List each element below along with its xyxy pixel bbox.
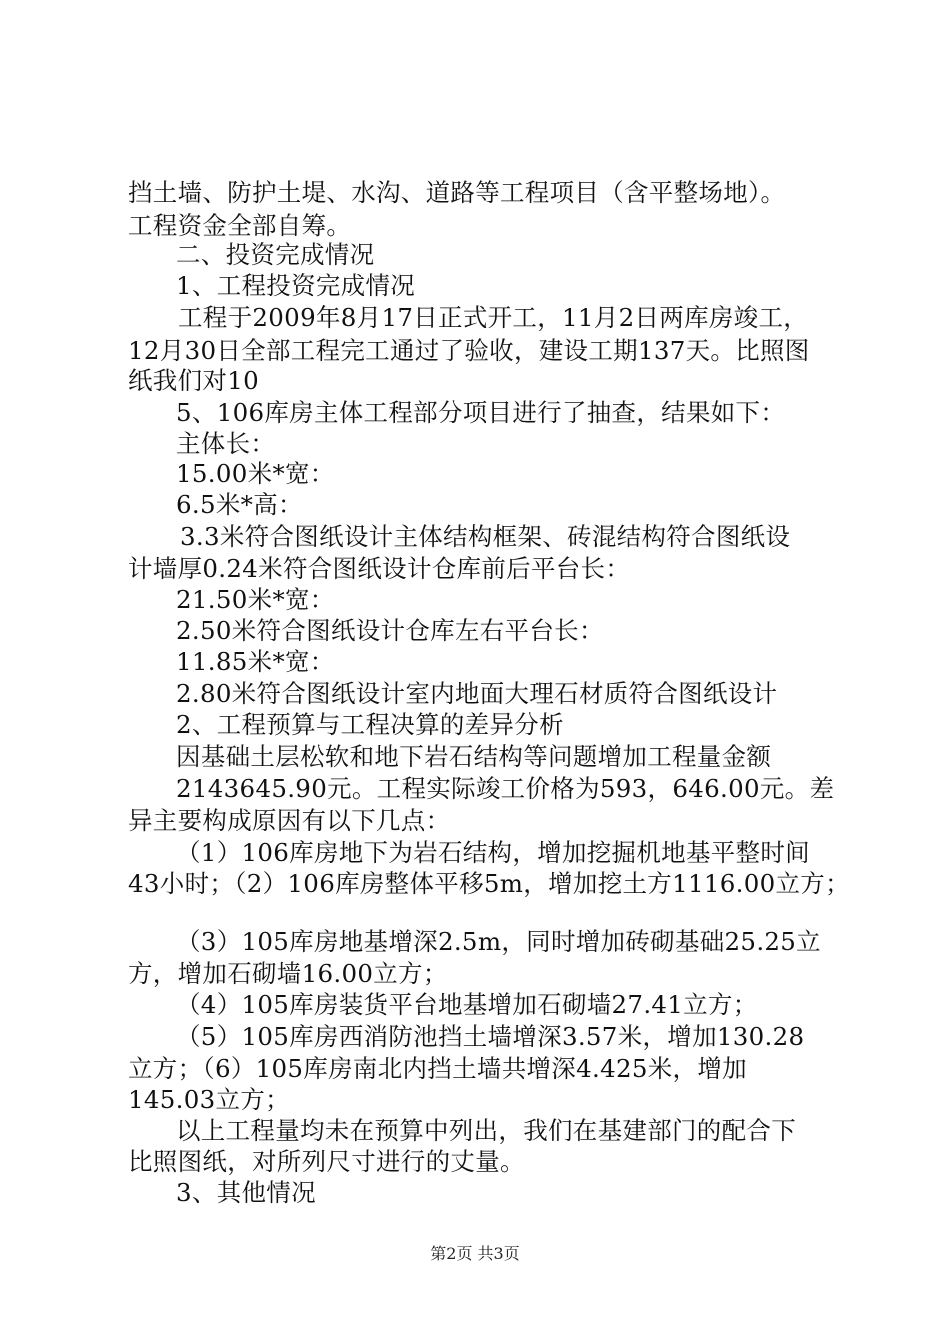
text-line-10: 15.00米*宽： — [176, 459, 335, 488]
text-line-9: 主体长： — [176, 429, 276, 458]
text-line-12: 3.3米符合图纸设计主体结构框架、砖混结构符合图纸设 — [180, 522, 791, 551]
text-line-30: 以上工程量均未在预算中列出，我们在基建部门的配合下 — [176, 1116, 796, 1145]
text-line-7: 纸我们对10 — [128, 366, 259, 395]
text-line-28: 立方；（6）105库房南北内挡土墙共增深4.425米，增加 — [128, 1054, 747, 1083]
text-line-6: 12月30日全部工程完工通过了验收，建设工期137天。比照图 — [128, 336, 810, 365]
list-item-5: （5）105库房西消防池挡土墙增深3.57米，增加130.28 — [176, 1022, 805, 1051]
text-line-21: 异主要构成原因有以下几点： — [128, 806, 451, 835]
subsection-heading-investment-completion: 1、工程投资完成情况 — [176, 271, 416, 300]
text-line-19: 因基础土层松软和地下岩石结构等问题增加工程量金额 — [176, 742, 772, 771]
text-line-31: 比照图纸，对所列尺寸进行的丈量。 — [128, 1147, 525, 1176]
text-line-16: 11.85米*宽： — [176, 647, 335, 676]
text-line-29: 145.03立方； — [128, 1085, 290, 1114]
page-number-footer: 第2页 共3页 — [430, 1244, 520, 1263]
text-line-2: 工程资金全部自筹。 — [128, 211, 352, 240]
text-line-1: 挡土墙、防护土堤、水沟、道路等工程项目（含平整场地）。 — [128, 178, 786, 207]
list-item-1: （1）106库房地下为岩石结构，增加挖掘机地基平整时间 — [176, 838, 810, 867]
section-heading-investment: 二、投资完成情况 — [176, 240, 375, 269]
subsection-heading-budget-variance: 2、工程预算与工程决算的差异分析 — [176, 710, 564, 739]
text-line-5: 工程于2009年8月17日正式开工，11月2日两库房竣工， — [178, 303, 809, 332]
text-line-13: 计墙厚0.24米符合图纸设计仓库前后平台长： — [128, 554, 631, 583]
text-line-17: 2.80米符合图纸设计室内地面大理石材质符合图纸设计 — [176, 679, 778, 708]
list-item-4: （4）105库房装货平台地基增加石砌墙27.41立方； — [176, 990, 758, 1019]
text-line-8: 5、106库房主体工程部分项目进行了抽查，结果如下： — [176, 398, 786, 427]
subsection-heading-other: 3、其他情况 — [176, 1178, 316, 1207]
text-line-20: 2143645.90元。工程实际竣工价格为593，646.00元。差 — [176, 774, 835, 803]
list-item-3: （3）105库房地基增深2.5m，同时增加砖砌基础25.25立 — [176, 927, 821, 956]
text-line-14: 21.50米*宽： — [176, 585, 335, 614]
text-line-23: 43小时；（2）106库房整体平移5m，增加挖土方1116.00立方； — [128, 869, 850, 898]
text-line-15: 2.50米符合图纸设计仓库左右平台长： — [176, 616, 604, 645]
text-line-25: 方，增加石砌墙16.00立方； — [128, 959, 448, 988]
text-line-11: 6.5米*高： — [176, 490, 303, 519]
